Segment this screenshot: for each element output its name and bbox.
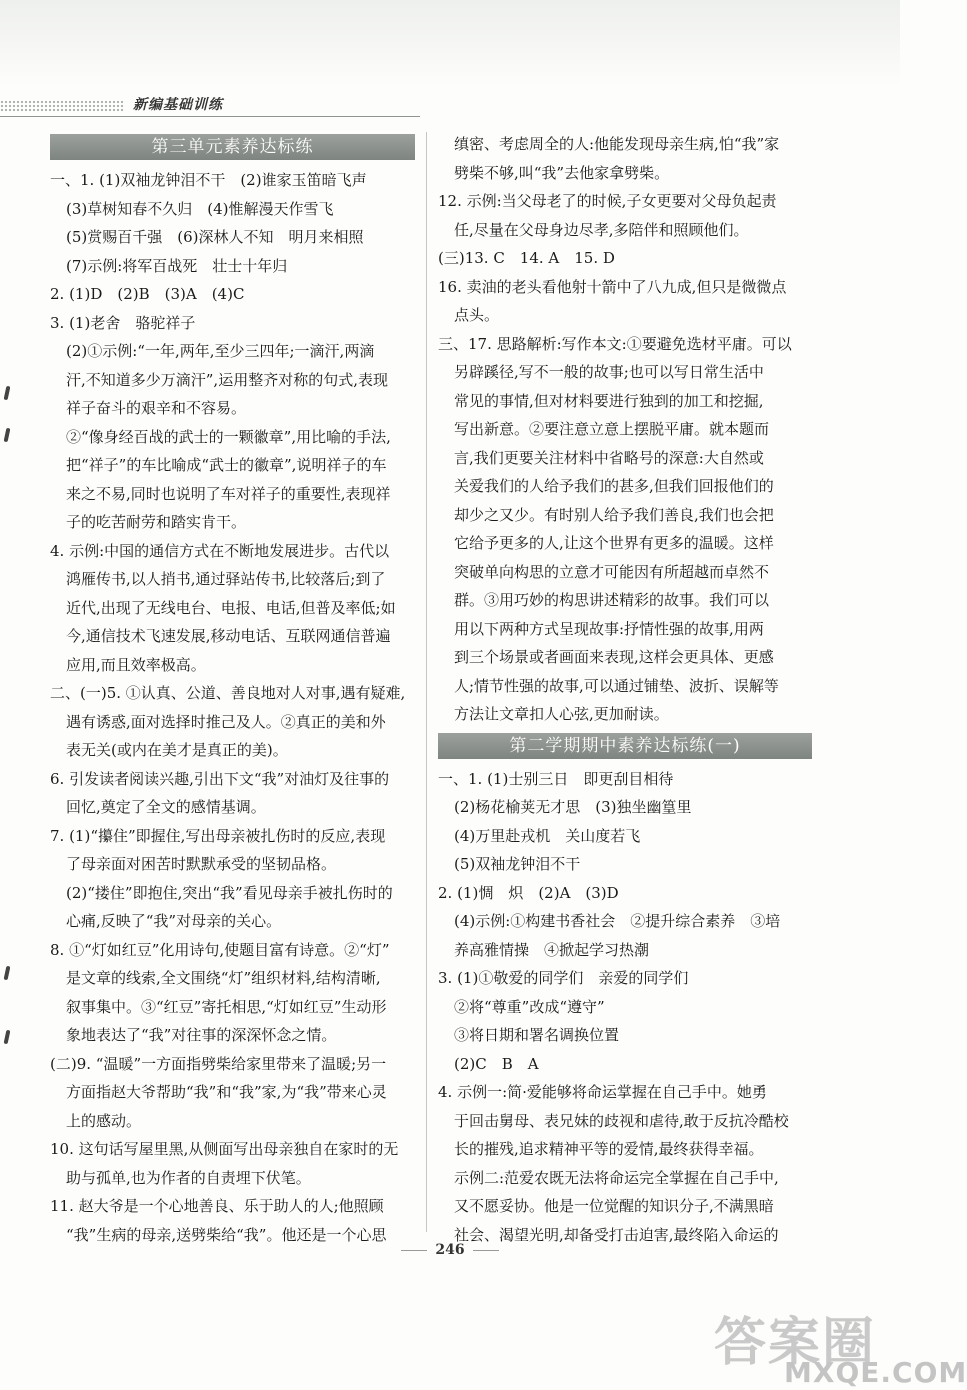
header-dot-pattern xyxy=(0,100,125,112)
answer-line: 16. 卖油的老头看他射十箭中了八九成,但只是微微点 xyxy=(438,277,787,296)
section-banner: 第二学期期中素养达标练(一) xyxy=(438,733,812,759)
answer-line: (2)①示例:“一年,两年,至少三四年;一滴汗,两滴 xyxy=(66,342,375,360)
answer-line: 方法让文章扣人心弦,更加耐读。 xyxy=(454,705,669,723)
answer-line: 却少之又少。有时别人给予我们善良,我们也会把 xyxy=(454,505,774,524)
answer-line: 一、1. (1)双袖龙钟泪不干 (2)谁家玉笛暗飞声 xyxy=(50,171,367,189)
answer-line: 12. 示例:当父母老了的时候,子女更要对父母负起责 xyxy=(438,192,777,210)
header-title: 新编基础训练 xyxy=(133,97,223,113)
answer-line: (2)C B A xyxy=(454,1054,539,1073)
page-number-dash xyxy=(473,1250,499,1251)
answer-line: 8. ①“灯如红豆”化用诗句,使题目富有诗意。②“灯” xyxy=(50,940,390,959)
answer-line: 是文章的线索,全文围绕“灯”组织材料,结构清晰, xyxy=(66,969,381,987)
answer-line: 养高雅情操 ④掀起学习热潮 xyxy=(454,940,650,959)
left-answer-lines xyxy=(50,166,415,1249)
watermark-logo xyxy=(700,1300,967,1390)
answer-line: (5)双袖龙钟泪不干 xyxy=(454,855,581,873)
answer-line: 3. (1)①敬爱的同学们 亲爱的同学们 xyxy=(438,969,689,987)
answer-line: 3. (1)老舍 骆驼祥子 xyxy=(50,313,196,332)
answer-line: (三)13. C 14. A 15. D xyxy=(438,249,615,267)
answer-line: 10. 这句话写屋里黑,从侧面写出母亲独自在家时的无 xyxy=(50,1140,399,1158)
answer-line: 社会、渴望光明,却备受打击迫害,最终陷入命运的 xyxy=(454,1225,779,1244)
answer-line: 三、17. 思路解析:写作本文:①要避免选材平庸。可以 xyxy=(438,334,792,353)
answer-line: “我”生病的母亲,送劈柴给“我”。他还是一个心思 xyxy=(66,1225,387,1244)
answer-line: (2)杨花榆荚无才思 (3)独坐幽篁里 xyxy=(454,798,692,816)
answer-line: (4)万里赴戎机 关山度若飞 xyxy=(454,826,641,845)
answer-line: 遇有诱惑,面对选择时推己及人。②真正的美和外 xyxy=(66,712,386,731)
margin-mark xyxy=(4,386,11,401)
answer-line: ②将“尊重”改成“遵守” xyxy=(454,997,605,1016)
column-divider xyxy=(426,132,427,1232)
answer-line: 人;情节性强的故事,可以通过铺垫、波折、误解等 xyxy=(454,676,779,695)
header-rule xyxy=(0,116,420,117)
page-number-text: 246 xyxy=(435,1242,465,1258)
answer-line: 回忆,奠定了全文的感情基调。 xyxy=(66,798,266,816)
margin-mark xyxy=(4,1030,11,1045)
watermark-text: 答案圈 xyxy=(714,1313,877,1373)
answer-line: 来之不易,同时也说明了车对祥子的重要性,表现祥 xyxy=(66,484,391,503)
left-column xyxy=(50,130,415,1249)
margin-mark xyxy=(4,428,11,443)
section-banner: 第三单元素养达标练 xyxy=(50,134,415,160)
answer-line: 方面指赵大爷帮助“我”和“我”家,为“我”带来心灵 xyxy=(66,1083,387,1101)
answer-line: 任,尽量在父母身边尽孝,多陪伴和照顾他们。 xyxy=(454,220,749,239)
watermark-url: MXQE.COM xyxy=(784,1356,967,1389)
answer-line: 劈柴不够,叫“我”去他家拿劈柴。 xyxy=(454,163,670,182)
answer-line: 关爱我们的人给予我们的甚多,但我们回报他们的 xyxy=(454,477,774,495)
answer-line: 表无关(或内在美才是真正的美)。 xyxy=(66,741,288,759)
answer-line: 近代,出现了无线电台、电报、电话,但普及率低;如 xyxy=(66,598,396,617)
right-answer-lines-bottom xyxy=(438,765,812,1250)
answer-line: 鸿雁传书,以人捎书,通过驿站传书,比较落后;到了 xyxy=(66,570,386,588)
page-number xyxy=(0,1242,900,1258)
answer-line: ③将日期和署名调换位置 xyxy=(454,1026,620,1044)
answer-line: 群。③用巧妙的构思讲述精彩的故事。我们可以 xyxy=(454,591,770,609)
answer-line: 汗,不知道多少万滴汗”,运用整齐对称的句式,表现 xyxy=(66,370,388,389)
answer-line: 用以下两种方式呈现故事:抒情性强的故事,用两 xyxy=(454,619,764,638)
answer-line: 7. (1)“攥住”即握住,写出母亲被扎伤时的反应,表现 xyxy=(50,826,386,845)
answer-line: 又不愿妥协。他是一位觉醒的知识分子,不满黑暗 xyxy=(454,1197,774,1215)
answer-line: 二、(一)5. ①认真、公道、善良地对人对事,遇有疑难, xyxy=(50,684,406,702)
answer-line: (2)“搂住”即抱住,突出“我”看见母亲手被扎伤时的 xyxy=(66,883,393,902)
answer-line: ②“像身经百战的武士的一颗徽章”,用比喻的手法, xyxy=(66,427,391,446)
answer-line: 4. 示例:中国的通信方式在不断地发展进步。古代以 xyxy=(50,541,390,560)
answer-line: 6. 引发读者阅读兴趣,引出下文“我”对油灯及往事的 xyxy=(50,769,390,788)
answer-line: (5)赏赐百千强 (6)深林人不知 明月来相照 xyxy=(66,228,364,246)
answer-line: 到三个场景或者画面来表现,这样会更具体、更感 xyxy=(454,648,774,666)
answer-line: 心痛,反映了“我”对母亲的关心。 xyxy=(66,912,282,930)
answer-line: 言,我们更要关注材料中省略号的深意:大自然或 xyxy=(454,448,764,467)
answer-line: 常见的事情,但对材料要进行独到的加工和挖掘, xyxy=(454,391,764,410)
answer-line: 2. (1)惆 炽 (2)A (3)D xyxy=(438,883,619,902)
answer-line: 象地表达了“我”对往事的深深怀念之情。 xyxy=(66,1026,337,1044)
running-header xyxy=(0,92,420,120)
answer-line: 2. (1)D (2)B (3)A (4)C xyxy=(50,285,245,303)
answer-line: 子的吃苦耐劳和踏实肯干。 xyxy=(66,513,247,531)
answer-line: 把“祥子”的车比喻成“武士的徽章”,说明祥子的车 xyxy=(66,456,387,474)
right-answer-lines-top xyxy=(438,130,812,729)
answer-line: 点头。 xyxy=(454,306,500,324)
answer-line: 缜密、考虑周全的人:他能发现母亲生病,怕“我”家 xyxy=(454,135,780,153)
answer-line: 4. 示例一:简·爱能够将命运掌握在自己手中。她勇 xyxy=(438,1083,767,1101)
answer-line: 示例二:范爱农既无法将命运完全掌握在自己手中, xyxy=(454,1168,779,1187)
answer-line: 应用,而且效率极高。 xyxy=(66,655,206,674)
answer-line: (7)示例:将军百战死 壮士十年归 xyxy=(66,256,288,275)
answer-line: 11. 赵大爷是一个心地善良、乐于助人的人;他照顾 xyxy=(50,1197,384,1215)
answer-line: 突破单向构思的立意才可能因有所超越而卓然不 xyxy=(454,562,770,581)
answer-line: (3)草树知春不久归 (4)惟解漫天作雪飞 xyxy=(66,199,334,218)
answer-line: 它给予更多的人,让这个世界有更多的温暖。这样 xyxy=(454,534,774,552)
answer-line: 今,通信技术飞速发展,移动电话、互联网通信普遍 xyxy=(66,627,391,645)
right-column xyxy=(438,130,812,1249)
answer-line: 叙事集中。③“红豆”寄托相思,“灯如红豆”生动形 xyxy=(66,997,387,1016)
answer-line: 一、1. (1)士别三日 即更刮目相待 xyxy=(438,769,674,788)
answer-line: 写出新意。②要注意立意上摆脱平庸。就本题而 xyxy=(454,420,770,438)
answer-line: 于回击舅母、表兄妹的歧视和虐待,敢于反抗冷酷校 xyxy=(454,1111,789,1130)
margin-mark xyxy=(4,966,11,981)
page-number-dash xyxy=(401,1250,427,1251)
answer-line: (4)示例:①构建书香社会 ②提升综合素养 ③培 xyxy=(454,912,781,930)
answer-line: (二)9. “温暖”一方面指劈柴给家里带来了温暖;另一 xyxy=(50,1054,387,1073)
answer-line: 了母亲面对困苦时默默承受的坚韧品格。 xyxy=(66,855,337,873)
answer-line: 另辟蹊径,写不一般的故事;也可以写日常生活中 xyxy=(454,363,764,381)
answer-line: 助与孤单,也为作者的自责埋下伏笔。 xyxy=(66,1168,311,1187)
top-band xyxy=(0,0,900,86)
answer-line: 祥子奋斗的艰辛和不容易。 xyxy=(66,399,247,417)
answer-line: 长的摧残,追求精神平等的爱情,最终获得幸福。 xyxy=(454,1140,764,1158)
answer-line: 上的感动。 xyxy=(66,1111,142,1130)
